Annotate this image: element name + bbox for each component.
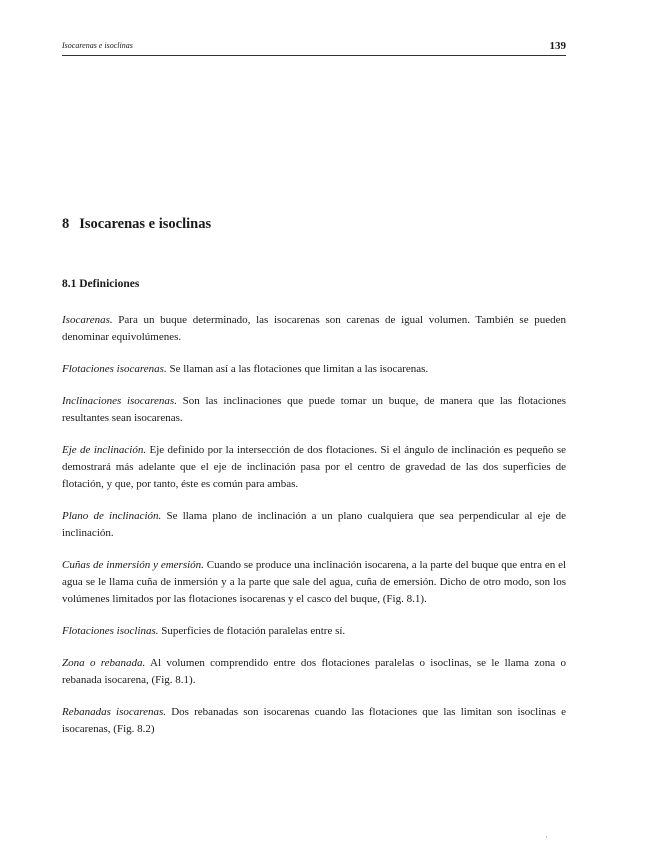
definition-text: Eje definido por la intersección de dos flotaciones. Si el ángulo de inclinación es pequeño se demostrará más adelante que el eje de inclinación pasa por el centro de gravedad de las dos superficies de flotación, y que, por tanto, éste es común para ambas. xyxy=(62,444,567,490)
definition-item xyxy=(62,442,566,493)
definition-text: Dos rebanadas son isocarenas cuando las flotaciones que las limitan son isoclinas e isocarenas, (Fig. 8.2) xyxy=(62,706,566,735)
running-title: Isocarenas e isoclinas xyxy=(62,41,133,50)
definition-term: Flotaciones isocarenas. xyxy=(62,363,167,375)
chapter-title-text: Isocarenas e isoclinas xyxy=(79,216,212,232)
definition-text: Al volumen comprendido entre dos flotaciones paralelas o isoclinas, se le llama zona o rebanada isocarena, (Fig. 8.1). xyxy=(62,657,566,686)
definition-text: Cuando se produce una inclinación isocarena, a la parte del buque que entra en el agua se le llama cuña de inmersión y a la parte que sale del agua, cuña de emersión. Dicho de otro modo, son los volúmenes limitados por las flotaciones isocarenas y el casco del buque, (Fig. 8.1). xyxy=(62,559,567,605)
definition-term: Plano de inclinación. xyxy=(62,510,162,522)
definition-item xyxy=(62,361,566,378)
page-number: 139 xyxy=(549,40,566,52)
definition-term: Zona o rebanada. xyxy=(62,657,146,669)
definition-text: Son las inclinaciones que puede tomar un buque, de manera que las flotaciones resultantes sean isocarenas. xyxy=(62,395,567,424)
definition-item xyxy=(62,557,566,608)
chapter-number: 8 xyxy=(62,216,70,232)
definition-term: Inclinaciones isocarenas. xyxy=(62,395,177,407)
definition-text: Se llama plano de inclinación a un plano cualquiera que sea perpendicular al eje de inclinación. xyxy=(62,510,567,539)
section-title: 8.1 Definiciones xyxy=(62,278,140,290)
definition-item xyxy=(62,704,566,738)
definition-text: Para un buque determinado, las isocarenas son carenas de igual volumen. También se pueden denominar equivolúmenes. xyxy=(62,314,567,343)
definition-item xyxy=(62,312,566,346)
page-header xyxy=(62,40,566,58)
definition-term: Isocarenas. xyxy=(62,314,113,326)
definition-term: Cuñas de inmersión y emersión. xyxy=(62,559,204,571)
definition-term: Rebanadas isocarenas. xyxy=(62,706,167,718)
definition-item xyxy=(62,655,566,689)
definition-item xyxy=(62,393,566,427)
definition-text: Se llaman así a las flotaciones que limitan a las isocarenas. xyxy=(169,363,429,375)
definition-item xyxy=(62,623,566,640)
header-rule xyxy=(62,55,566,56)
definition-text: Superficies de flotación paralelas entre sí. xyxy=(161,625,346,637)
corner-mark: · xyxy=(545,833,548,842)
definition-item xyxy=(62,508,566,542)
definitions-list xyxy=(62,312,566,753)
chapter-title xyxy=(62,216,211,233)
definition-term: Eje de inclinación. xyxy=(62,444,147,456)
definition-term: Flotaciones isoclinas. xyxy=(62,625,159,637)
